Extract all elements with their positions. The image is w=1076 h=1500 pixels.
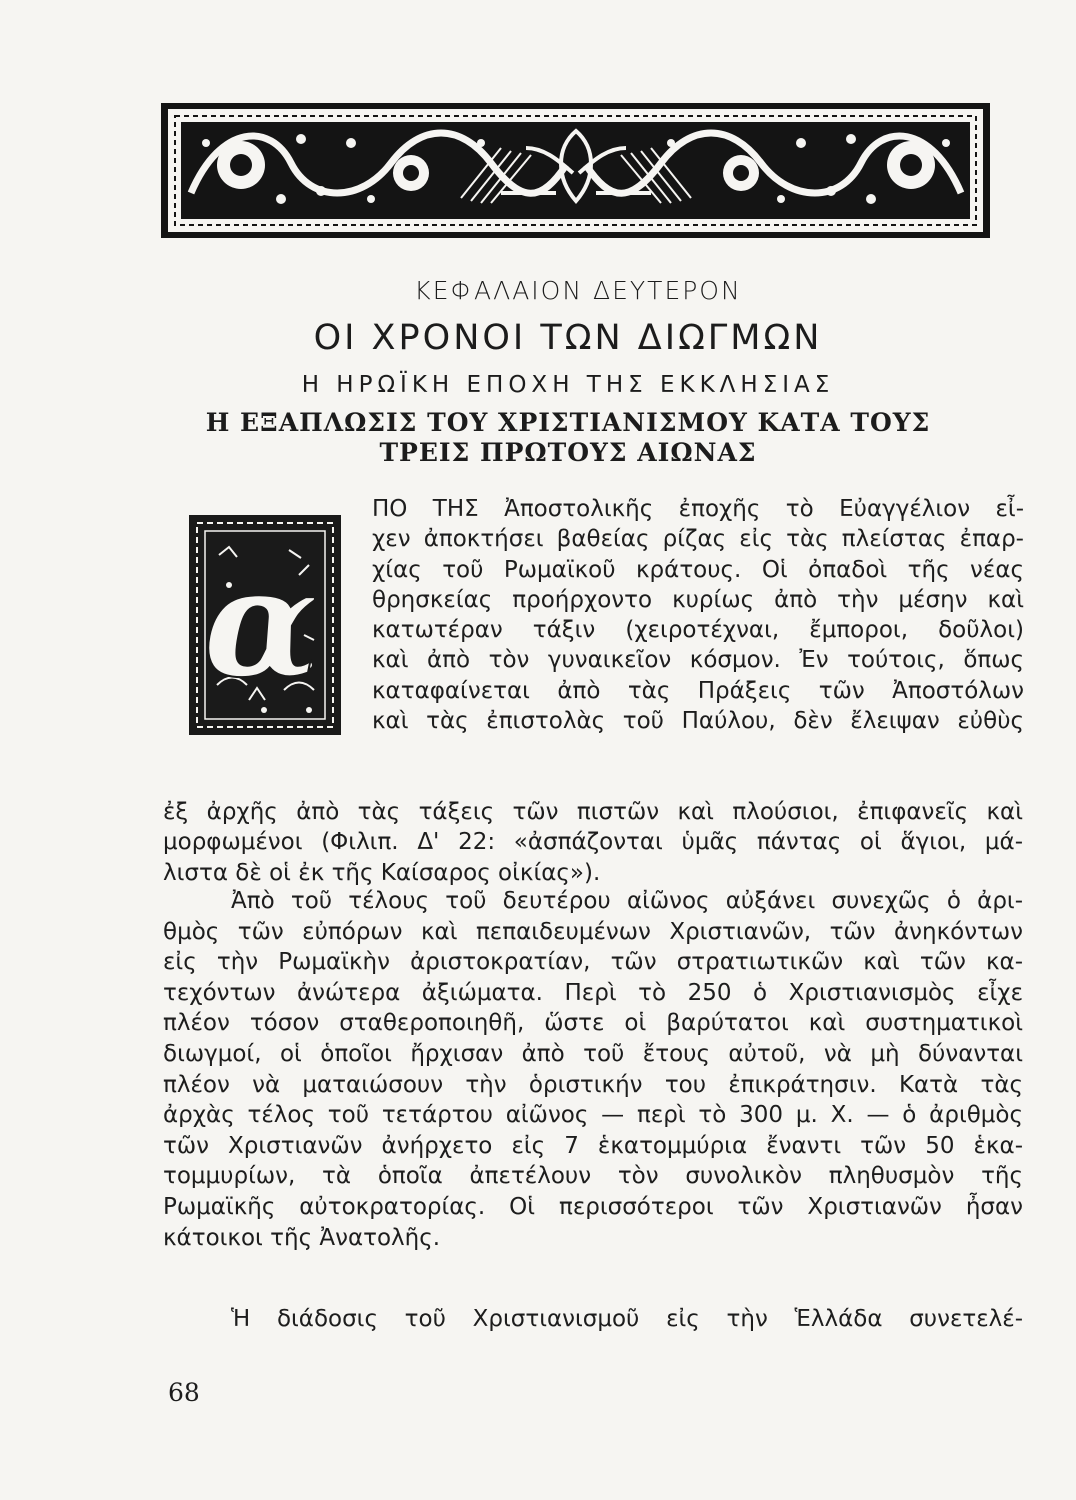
text-line: καὶ τὰς ἐπιστολὰς τοῦ Παύλου, δὲν ἔλειψαν εὐθὺς (372, 708, 1024, 735)
text-line: πλέον νὰ ματαιώσουν τὴν ὁριστικήν του ἐπικράτησιν. Κατὰ τὰς (163, 1071, 1023, 1098)
text-line: καταφαίνεται ἀπὸ τὰς Πράξεις τῶν Ἀποστόλων (372, 677, 1024, 704)
text-line: ἀρχὰς τέλος τοῦ τετάρτου αἰῶνος — περὶ τὸ 300 μ. Χ. — ὁ ἀριθμὸς (163, 1102, 1023, 1129)
text-line: Ἀπὸ τοῦ τέλους τοῦ δευτέρου αἰῶνος αὐξάνει συνεχῶς ὁ ἀρι- (231, 888, 1023, 914)
text-line: ἐξ ἀρχῆς ἀπὸ τὰς τάξεις τῶν πιστῶν καὶ πλούσιοι, ἐπιφανεῖς καὶ (163, 799, 1023, 825)
text-line: μορφωμένοι (Φιλιπ. Δ' 22: «ἀσπάζονται ὑμᾶς πάντας οἱ ἅγιοι, μά- (163, 829, 1023, 856)
text-line: Ἡ διάδοσις τοῦ Χριστιανισμοῦ εἰς τὴν Ἑλλάδα συνετελέ- (231, 1306, 1023, 1332)
text-line: θμὸς τῶν εὐπόρων καὶ πεπαιδευμένων Χριστιανῶν, τῶν ἀνηκόντων (163, 918, 1023, 945)
text-line: ΠΟ ΤΗΣ Ἀποστολικῆς ἐποχῆς τὸ Εὐαγγέλιον εἶ- (372, 496, 1024, 522)
text-line: χεν ἀποκτήσει βαθείας ρίζας εἰς τὰς πλείστας ἐπαρ- (372, 526, 1024, 553)
section-title-line-2: ΤΡΕΙΣ ΠΡΩΤΟΥΣ ΑΙΩΝΑΣ (379, 438, 757, 467)
section-title (30, 408, 1076, 468)
text-line: λιστα δὲ οἱ ἐκ τῆς Καίσαρος οἰκίας»). (163, 859, 601, 886)
text-line: πλέον τόσον σταθεροποιηθῆ, ὥστε οἱ βαρύτατοι καὶ συστηματικοὶ (163, 1010, 1023, 1037)
paragraph-2 (163, 886, 1023, 1253)
ornamental-header-band (161, 103, 990, 238)
paragraph-1-beside-dropcap (372, 494, 1024, 736)
text-line: διωγμοί, οἱ ὁποῖοι ἤρχισαν ἀπὸ τοῦ ἔτους αὐτοῦ, νὰ μὴ δύνανται (163, 1040, 1023, 1067)
text-line: τεχόντων ἀνώτερα ἀξιώματα. Περὶ τὸ 250 ὁ Χριστιανισμὸς εἶχε (163, 979, 1023, 1006)
dropcap-letter: α (203, 535, 319, 711)
text-line: τομμυρίων, τὰ ὁποῖα ἀπετέλουν τὸν συνολικὸν πληθυσμὸν τῆς (163, 1163, 1023, 1190)
section-title-line-1: Η ΕΞΑΠΛΩΣΙΣ ΤΟΥ ΧΡΙΣΤΙΑΝΙΣΜΟΥ ΚΑΤΑ ΤΟΥΣ (205, 408, 931, 437)
chapter-title: ΟΙ ΧΡΟΝΟΙ ΤΩΝ ΔΙΩΓΜΩΝ (313, 318, 823, 358)
text-line: κατωτέραν τάξιν (χειροτέχναι, ἔμποροι, δοῦλοι) (372, 617, 1024, 644)
text-line: Ρωμαϊκῆς αὐτοκρατορίας. Οἱ περισσότεροι τῶν Χριστιανῶν ἦσαν (163, 1193, 1023, 1220)
chapter-subtitle: Η ΗΡΩΪΚΗ ΕΠΟΧΗ ΤΗΣ ΕΚΚΛΗΣΙΑΣ (301, 372, 835, 398)
text-line: τῶν Χριστιανῶν ἀνήρχετο εἰς 7 ἑκατομμύρια ἔναντι τῶν 50 ἑκα- (163, 1132, 1023, 1159)
page-number: 68 (168, 1378, 200, 1407)
decorative-dropcap (189, 515, 341, 735)
paragraph-1-continuation (163, 797, 1023, 888)
text-line: καὶ ἀπὸ τὸν γυναικεῖον κόσμον. Ἐν τούτοις, ὅπως (372, 647, 1024, 674)
text-line: εἰς τὴν Ρωμαϊκὴν ἀριστοκρατίαν, τῶν στρατιωτικῶν καὶ τῶν κα- (163, 949, 1023, 976)
text-line: χίας τοῦ Ρωμαϊκοῦ κράτους. Οἱ ὀπαδοὶ τῆς νέας (372, 556, 1024, 583)
paragraph-3 (163, 1304, 1023, 1334)
chapter-label: ΚΕΦΑΛΑΙΟΝ ΔΕΥΤΕΡΟΝ (414, 276, 742, 305)
text-line: κάτοικοι τῆς Ἀνατολῆς. (163, 1224, 441, 1251)
text-line: θρησκείας προήρχοντο κυρίως ἀπὸ τὴν μέσην καὶ (372, 586, 1024, 613)
